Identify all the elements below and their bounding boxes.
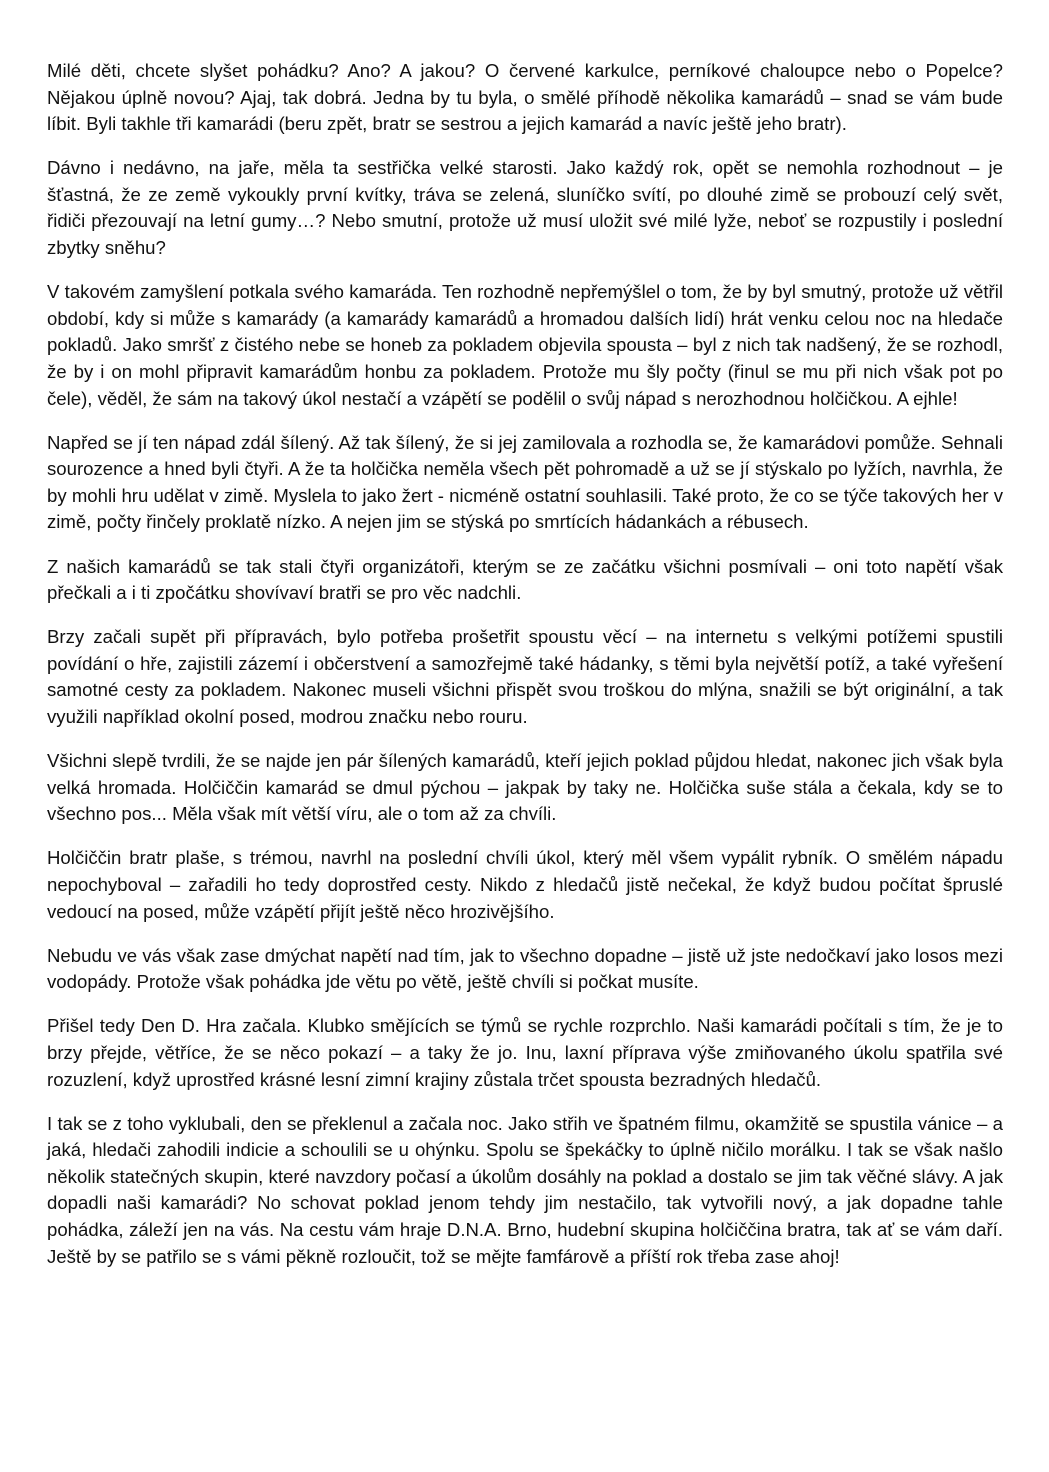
- paragraph-3: V takovém zamyšlení potkala svého kamaráda. Ten rozhodně nepřemýšlel o tom, že by byl smutný, protože už větřil období, kdy si může s kamarády (a kamarády kamarádů a hromadou dalších lidí) hrát venku celou noc na hledače pokladů. Jako smršť z čistého nebe se honeb za pokladem objevila spousta – byl z nich tak nadšený, že se rozhodl, že by i on mohl připravit kamarádům honbu za pokladem. Protože mu šly počty (řinul se mu při nich však pot po čele), věděl, že sám na takový úkol nestačí a vzápětí se podělil o svůj nápad s nerozhodnou holčičkou. A ejhle!: [47, 281, 1003, 409]
- paragraph-6: Brzy začali supět při přípravách, bylo potřeba prošetřit spoustu věcí – na internetu s velkými potížemi spustili povídání o hře, zajistili zázemí i občerstvení a samozřejmě také hádanky, s těmi byla největší potíž, a také vyřešení samotné cesty za pokladem. Nakonec museli všichni přispět svou troškou do mlýna, snažili se být originální, a tak využili například okolní posed, modrou značku nebo rouru.: [47, 626, 1003, 727]
- document-page: [47, 58, 1003, 1288]
- paragraph-4: Napřed se jí ten nápad zdál šílený. Až tak šílený, že si jej zamilovala a rozhodla se, že kamarádovi pomůže. Sehnali sourozence a hned byli čtyři. A že ta holčička neměla všech pět pohromadě a už se jí stýskalo po lyžích, navrhla, že by mohli hru udělat v zimě. Myslela to jako žert - nicméně ostatní souhlasili. Také proto, že co se týče takových her v zimě, počty řinčely proklatě nízko. A nejen jim se stýská po smrtících hádankách a rébusech.: [47, 431, 1003, 533]
- paragraph-11: I tak se z toho vyklubali, den se překlenul a začala noc. Jako střih ve špatném filmu, okamžitě se spustila vánice – a jaká, hledači zahodili indicie a schoulili se u ohýnku. Spolu se špekáčky to úplně ničilo morálku. I tak se však našlo několik statečných skupin, které navzdory počasí a úkolům dosáhly na poklad a dostalo se jim tak věčné slávy. A jak dopadli naši kamarádi? No schovat poklad jenom tehdy jim nestačilo, tak vytvořili nový, a jak dopadne tahle pohádka, záleží jen na vás. Na cestu vám hraje D.N.A. Brno, hudební skupina holčiččina bratra, tak ať se vám daří. Ještě by se patřilo se s vámi pěkně rozloučit, tož se mějte famfárově a příští rok třeba zase ahoj!: [47, 1112, 1003, 1267]
- paragraph-5: Z našich kamarádů se tak stali čtyři organizátoři, kterým se ze začátku všichni posmívali – oni toto napětí však přečkali a i ti zpočátku shovívaví bratři se pro věc nadchli.: [47, 555, 1003, 604]
- paragraph-10: Přišel tedy Den D. Hra začala. Klubko smějících se týmů se rychle rozprchlo. Naši kamarádi počítali s tím, že je to brzy přejde, větříce, že se něco pokazí – a taky že jo. Inu, laxní příprava výše zmiňovaného úkolu spatřila své rozuzlení, když uprostřed krásné lesní zimní krajiny zůstala trčet spousta bezradných hledačů.: [47, 1015, 1003, 1090]
- paragraph-8: Holčiččin bratr plaše, s trémou, navrhl na poslední chvíli úkol, který měl všem vypálit rybník. O smělém nápadu nepochyboval – zařadili ho tedy doprostřed cesty. Nikdo z hledačů jistě nečekal, že když budou počítat špruslé vedoucí na posed, může vzápětí přijít ještě něco hrozivějšího.: [47, 847, 1003, 922]
- paragraph-7: Všichni slepě tvrdili, že se najde jen pár šílených kamarádů, kteří jejich poklad půjdou hledat, nakonec jich však byla velká hromada. Holčiččin kamarád se dmul pýchou – jakpak by taky ne. Holčička suše stála a čekala, kdy se to všechno pos... Měla však mít větší víru, ale o tom až za chvíli.: [47, 750, 1003, 825]
- paragraph-9: Nebudu ve vás však zase dmýchat napětí nad tím, jak to všechno dopadne – jistě už jste nedočkaví jako losos mezi vodopády. Protože však pohádka jde větu po větě, ještě chvíli si počkat musíte.: [47, 944, 1003, 993]
- paragraph-1: Milé děti, chcete slyšet pohádku? Ano? A jakou? O červené karkulce, perníkové chaloupce nebo o Popelce? Nějakou úplně novou? Ajaj, tak dobrá. Jedna by tu byla, o smělé příhodě několika kamarádů – snad se vám bude líbit. Byli takhle tři kamarádi (beru zpět, bratr se sestrou a jejich kamarád a navíc ještě jeho bratr).: [47, 60, 1003, 135]
- paragraph-2: Dávno i nedávno, na jaře, měla ta sestřička velké starosti. Jako každý rok, opět se nemohla rozhodnout – je šťastná, že ze země vykoukly první kvítky, tráva se zelená, sluníčko svítí, po dlouhé zimě se probouzí celý svět, řidiči přezouvají na letní gumy…? Nebo smutní, protože už musí uložit své milé lyže, neboť se rozpustily i poslední zbytky sněhu?: [47, 157, 1003, 259]
